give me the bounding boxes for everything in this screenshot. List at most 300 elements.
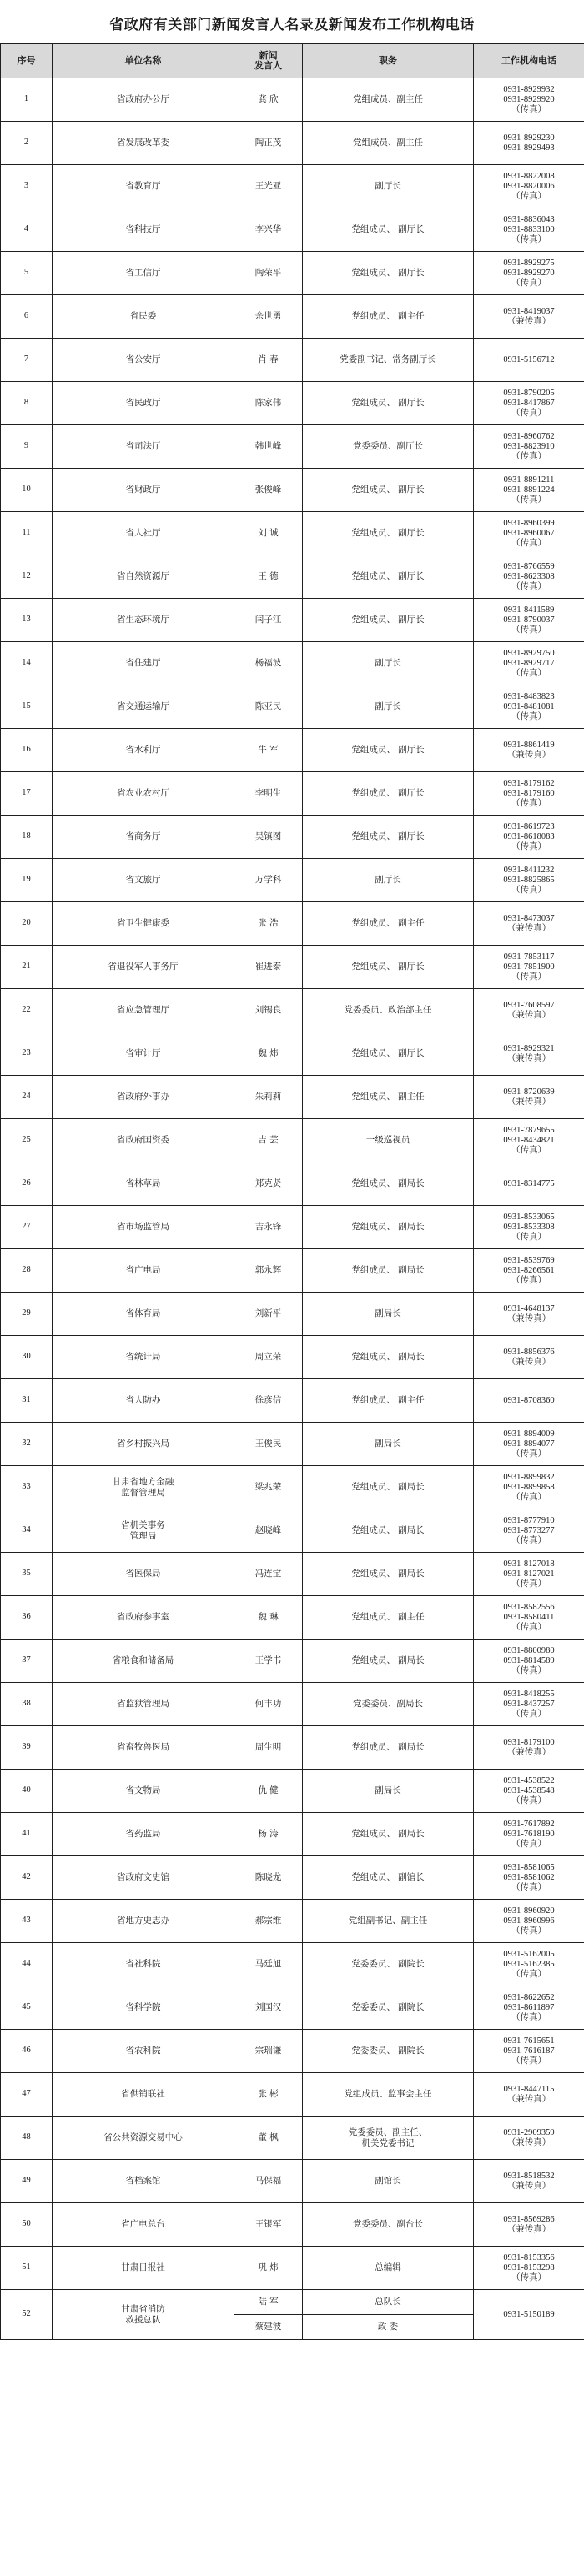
phone-cell <box>474 295 584 339</box>
phone-line: 0931-7617892 <box>503 1819 555 1829</box>
position-cell <box>303 1249 474 1293</box>
position-line: 党委委员、政治部主任 <box>344 1005 432 1016</box>
position-cell <box>303 2203 474 2247</box>
spokesperson-cell: 杨福波 <box>234 642 303 685</box>
phone-line: 0931-8929493 <box>503 143 555 153</box>
phone-line: 0931-8127021 <box>503 1569 555 1579</box>
seq-cell: 9 <box>1 425 53 469</box>
spokesperson-cell: 巩 炜 <box>234 2247 303 2290</box>
spokesperson-cell: 陈家伟 <box>234 382 303 425</box>
position-cell <box>303 339 474 382</box>
phone-line: 0931-7616187 <box>503 2046 555 2056</box>
seq-cell: 24 <box>1 1076 53 1119</box>
unit-cell <box>53 1423 234 1466</box>
table-row <box>1 816 584 859</box>
phone-line: 0931-8618083 <box>503 831 555 841</box>
unit-line: 省人社厅 <box>125 528 161 539</box>
table-row <box>1 1336 584 1379</box>
table-row <box>1 78 584 122</box>
phone-line: 0931-8314775 <box>503 1178 555 1188</box>
unit-cell <box>53 1813 234 1856</box>
unit-cell <box>53 1379 234 1423</box>
phone-line: 0931-8419037 <box>503 306 555 316</box>
unit-line: 省政府参事室 <box>117 1612 169 1623</box>
seq-cell: 5 <box>1 252 53 295</box>
phone-cell <box>474 816 584 859</box>
spokesperson-cell: 蔡建波 <box>234 2315 303 2340</box>
phone-line: 0931-8623308 <box>503 571 555 581</box>
table-row <box>1 512 584 555</box>
phone-line: 0931-2909359 <box>503 2127 555 2137</box>
phone-line: 0931-8179160 <box>503 788 555 798</box>
position-line: 党组成员、 副主任 <box>351 1395 425 1406</box>
position-cell <box>303 78 474 122</box>
position-cell <box>303 512 474 555</box>
table-row <box>1 425 584 469</box>
unit-cell <box>53 2203 234 2247</box>
unit-line: 省农科院 <box>125 2046 161 2056</box>
position-cell: 总队长 <box>303 2290 474 2315</box>
unit-cell <box>53 1986 234 2030</box>
table-row <box>1 599 584 642</box>
table-row <box>1 1293 584 1336</box>
seq-cell: 16 <box>1 729 53 772</box>
table-row <box>1 2030 584 2073</box>
table-row <box>1 1249 584 1293</box>
phone-cell <box>474 1986 584 2030</box>
phone-cell <box>474 2117 584 2160</box>
phone-line: 0931-8929920 <box>503 94 555 104</box>
table-row <box>1 772 584 816</box>
phone-line: 0931-4648137 <box>503 1303 555 1313</box>
phone-line: （兼传真） <box>506 316 551 326</box>
header-phone: 工作机构电话 <box>474 44 584 78</box>
phone-cell <box>474 1683 584 1726</box>
phone-cell <box>474 1509 584 1553</box>
table-row <box>1 1379 584 1423</box>
unit-line: 省住建厅 <box>125 658 161 669</box>
position-cell <box>303 1466 474 1509</box>
phone-line: 0931-8790037 <box>503 615 555 625</box>
table-header-row <box>1 44 584 78</box>
spokesperson-cell: 龚 欣 <box>234 78 303 122</box>
unit-line: 省体育局 <box>125 1308 161 1319</box>
position-cell <box>303 729 474 772</box>
position-line: 党组成员、 副局长 <box>351 1222 425 1233</box>
phone-line: 0931-8861419 <box>503 740 555 750</box>
phone-cell <box>474 1596 584 1640</box>
seq-cell: 27 <box>1 1206 53 1249</box>
spokesperson-cell: 朱莉莉 <box>234 1076 303 1119</box>
spokesperson-cell: 万学科 <box>234 859 303 902</box>
spokesperson-cell: 陆 军 <box>234 2290 303 2315</box>
unit-cell <box>53 2247 234 2290</box>
position-cell <box>303 1509 474 1553</box>
phone-line: 0931-8766559 <box>503 561 555 571</box>
spokesperson-cell: 杨 涛 <box>234 1813 303 1856</box>
table-row <box>1 1900 584 1943</box>
phone-line: （传真） <box>511 451 546 461</box>
unit-cell <box>53 295 234 339</box>
phone-line: 0931-8833100 <box>503 224 555 234</box>
phone-line: （传真） <box>511 1839 546 1849</box>
unit-cell <box>53 1293 234 1336</box>
position-line: 党组成员、 副厅长 <box>351 962 425 972</box>
phone-line: 0931-8411589 <box>503 605 555 615</box>
unit-line: 省广电局 <box>125 1265 161 1276</box>
position-cell <box>303 295 474 339</box>
phone-line: （传真） <box>511 841 546 851</box>
position-cell: 政 委 <box>303 2315 474 2340</box>
seq-cell: 52 <box>1 2290 53 2340</box>
phone-line: 0931-8856376 <box>503 1347 555 1357</box>
unit-cell <box>53 1119 234 1162</box>
phone-line: 0931-8582556 <box>503 1602 555 1612</box>
phone-line: 0931-8777910 <box>503 1515 555 1525</box>
seq-cell: 45 <box>1 1986 53 2030</box>
phone-cell <box>474 1943 584 1986</box>
phone-line: 0931-8518532 <box>503 2171 555 2181</box>
unit-line: 省社科院 <box>125 1959 161 1970</box>
phone-line: 0931-8437257 <box>503 1699 555 1709</box>
phone-line: （传真） <box>511 495 546 505</box>
phone-line: 0931-8266561 <box>503 1265 555 1275</box>
unit-cell <box>53 1943 234 1986</box>
phone-cell <box>474 989 584 1032</box>
position-line: 党组成员、 副厅长 <box>351 831 425 842</box>
unit-line: 省文旅厅 <box>125 875 161 886</box>
unit-cell <box>53 599 234 642</box>
unit-cell <box>53 816 234 859</box>
table-row <box>1 165 584 208</box>
spokesperson-cell: 赵晓峰 <box>234 1509 303 1553</box>
spokesperson-cell: 王银军 <box>234 2203 303 2247</box>
unit-line: 省卫生健康委 <box>117 918 169 929</box>
position-cell <box>303 989 474 1032</box>
phone-line: 0931-8127018 <box>503 1559 555 1569</box>
unit-line: 甘肃省消防 <box>121 2304 165 2314</box>
phone-line: 0931-5150189 <box>503 2309 555 2319</box>
phone-cell <box>474 1900 584 1943</box>
phone-cell <box>474 2203 584 2247</box>
phone-cell <box>474 1466 584 1509</box>
table-row <box>1 642 584 685</box>
phone-line: 0931-8481081 <box>503 701 555 711</box>
position-cell <box>303 2160 474 2203</box>
position-cell <box>303 2117 474 2160</box>
spokesperson-cell: 肖 春 <box>234 339 303 382</box>
table-row <box>1 946 584 989</box>
phone-cell <box>474 165 584 208</box>
position-cell <box>303 772 474 816</box>
phone-line: 0931-8483823 <box>503 691 555 701</box>
position-cell <box>303 1943 474 1986</box>
phone-line: 0931-8822008 <box>503 171 555 181</box>
seq-cell: 41 <box>1 1813 53 1856</box>
unit-line: 省自然资源厅 <box>117 571 169 582</box>
phone-line: 0931-5162385 <box>503 1959 555 1969</box>
phone-line: 0931-7879655 <box>503 1125 555 1135</box>
unit-line: 省公安厅 <box>125 354 161 365</box>
phone-line: （传真） <box>511 885 546 895</box>
position-line: 总编辑 <box>375 2262 401 2273</box>
spokesperson-cell: 魏 炜 <box>234 1032 303 1076</box>
seq-cell: 7 <box>1 339 53 382</box>
phone-line: （传真） <box>511 1492 546 1502</box>
unit-cell <box>53 1509 234 1553</box>
unit-line: 省教育厅 <box>125 181 161 192</box>
position-cell <box>303 1379 474 1423</box>
position-cell <box>303 1986 474 2030</box>
phone-line: 0931-7851900 <box>503 962 555 972</box>
phone-cell <box>474 1206 584 1249</box>
phone-line: （传真） <box>511 1535 546 1545</box>
table-row <box>1 2247 584 2290</box>
seq-cell: 4 <box>1 208 53 252</box>
unit-line: 省民委 <box>129 311 157 322</box>
position-cell <box>303 555 474 599</box>
unit-cell <box>53 772 234 816</box>
phone-line: 0931-7608597 <box>503 1000 555 1010</box>
unit-line: 省公共资源交易中心 <box>103 2132 183 2143</box>
position-line: 党组成员、 副局长 <box>351 1265 425 1276</box>
phone-line: 0931-8179162 <box>503 778 555 788</box>
unit-line: 省生态环境厅 <box>117 615 169 625</box>
phone-cell <box>474 1640 584 1683</box>
position-line: 副厅长 <box>375 875 401 886</box>
seq-cell: 8 <box>1 382 53 425</box>
unit-cell <box>53 859 234 902</box>
phone-line: （传真） <box>511 1969 546 1979</box>
phone-line: （兼传真） <box>506 1357 551 1367</box>
position-cell <box>303 816 474 859</box>
phone-line: （传真） <box>511 1709 546 1719</box>
phone-line: （传真） <box>511 104 546 114</box>
position-cell <box>303 2030 474 2073</box>
table-row <box>1 2203 584 2247</box>
unit-line: 省商务厅 <box>125 831 161 842</box>
unit-cell <box>53 165 234 208</box>
seq-cell: 12 <box>1 555 53 599</box>
seq-cell: 48 <box>1 2117 53 2160</box>
unit-cell <box>53 902 234 946</box>
phone-line: 0931-8960762 <box>503 431 555 441</box>
position-cell <box>303 1900 474 1943</box>
spokesperson-cell: 余世勇 <box>234 295 303 339</box>
unit-line: 省药监局 <box>125 1829 161 1840</box>
unit-line: 省政府国资委 <box>117 1135 169 1146</box>
spokesperson-table <box>0 43 584 2340</box>
unit-cell <box>53 2160 234 2203</box>
phone-line: 0931-8894077 <box>503 1439 555 1449</box>
phone-cell <box>474 2030 584 2073</box>
position-line: 党组成员、 副厅长 <box>351 1048 425 1059</box>
phone-line: （传真） <box>511 1926 546 1936</box>
spokesperson-cell: 宗瑞谦 <box>234 2030 303 2073</box>
position-line: 党组成员、 副局长 <box>351 1352 425 1363</box>
table-row <box>1 1032 584 1076</box>
table-row <box>1 1683 584 1726</box>
seq-cell: 1 <box>1 78 53 122</box>
seq-cell: 26 <box>1 1162 53 1206</box>
position-line: 副厅长 <box>375 701 401 712</box>
position-cell <box>303 252 474 295</box>
phone-line: 0931-8814589 <box>503 1655 555 1665</box>
unit-cell <box>53 469 234 512</box>
position-line: 副局长 <box>375 1308 401 1319</box>
header-unit: 单位名称 <box>53 44 234 78</box>
seq-cell: 38 <box>1 1683 53 1726</box>
table-row <box>1 2290 584 2315</box>
table-row <box>1 295 584 339</box>
position-cell <box>303 2073 474 2117</box>
phone-line: 0931-8929717 <box>503 658 555 668</box>
unit-cell <box>53 729 234 772</box>
phone-line: 0931-8153356 <box>503 2252 555 2262</box>
phone-line: 0931-8773277 <box>503 1525 555 1535</box>
seq-cell: 18 <box>1 816 53 859</box>
seq-cell: 39 <box>1 1726 53 1770</box>
unit-cell <box>53 1900 234 1943</box>
phone-line: 0931-8533065 <box>503 1212 555 1222</box>
phone-line: （传真） <box>511 2272 546 2282</box>
position-line: 党组成员、副主任 <box>353 138 423 148</box>
position-cell <box>303 1032 474 1076</box>
seq-cell: 6 <box>1 295 53 339</box>
unit-cell <box>53 1249 234 1293</box>
unit-line: 甘肃日报社 <box>121 2262 165 2273</box>
phone-cell <box>474 2160 584 2203</box>
phone-line: （传真） <box>511 798 546 808</box>
header-spokesperson-line: 发言人 <box>254 60 282 71</box>
phone-cell <box>474 1379 584 1423</box>
position-line: 副馆长 <box>375 2176 401 2187</box>
seq-cell: 32 <box>1 1423 53 1466</box>
spokesperson-cell: 周立荣 <box>234 1336 303 1379</box>
phone-cell <box>474 946 584 989</box>
phone-line: 0931-8929932 <box>503 84 555 94</box>
unit-line: 省广电总台 <box>121 2219 165 2230</box>
table-row <box>1 1726 584 1770</box>
phone-line: 0931-8929275 <box>503 258 555 268</box>
spokesperson-cell: 李明生 <box>234 772 303 816</box>
spokesperson-cell: 陶正茂 <box>234 122 303 165</box>
unit-line: 省政府外事办 <box>117 1092 169 1102</box>
spokesperson-cell: 李兴华 <box>234 208 303 252</box>
seq-cell: 3 <box>1 165 53 208</box>
seq-cell: 14 <box>1 642 53 685</box>
phone-line: 0931-5162005 <box>503 1949 555 1959</box>
position-line: 党组成员、 副主任 <box>351 1092 425 1102</box>
unit-line: 省司法厅 <box>125 441 161 452</box>
position-cell <box>303 469 474 512</box>
position-line: 党组成员、 副主任 <box>351 1612 425 1623</box>
position-cell <box>303 1553 474 1596</box>
phone-cell <box>474 425 584 469</box>
table-row <box>1 1162 584 1206</box>
phone-line: （兼传真） <box>506 1010 551 1020</box>
unit-line: 省政府文史馆 <box>117 1872 169 1883</box>
table-row <box>1 1206 584 1249</box>
position-line: 党组成员、 副厅长 <box>351 224 425 235</box>
phone-line: 0931-8960067 <box>503 528 555 538</box>
header-seq: 序号 <box>1 44 53 78</box>
phone-line: 0931-8891211 <box>503 475 555 485</box>
position-line: 党委委员、副台长 <box>353 2219 423 2230</box>
phone-line: 0931-8891224 <box>503 485 555 495</box>
position-cell <box>303 122 474 165</box>
spokesperson-cell: 董 枫 <box>234 2117 303 2160</box>
unit-cell <box>53 1856 234 1900</box>
seq-cell: 15 <box>1 685 53 729</box>
position-line: 机关党委书记 <box>361 2137 415 2148</box>
phone-line: 0931-8418255 <box>503 1689 555 1699</box>
position-cell <box>303 208 474 252</box>
phone-line: （兼传真） <box>506 2094 551 2104</box>
table-row <box>1 1553 584 1596</box>
phone-cell <box>474 902 584 946</box>
seq-cell: 13 <box>1 599 53 642</box>
seq-cell: 20 <box>1 902 53 946</box>
phone-cell <box>474 339 584 382</box>
phone-line: 0931-8929230 <box>503 133 555 143</box>
spokesperson-cell: 闫子江 <box>234 599 303 642</box>
phone-line: 0931-8569286 <box>503 2214 555 2224</box>
spokesperson-cell: 刘 诚 <box>234 512 303 555</box>
table-row <box>1 1640 584 1683</box>
phone-line: （传真） <box>511 711 546 721</box>
seq-cell: 17 <box>1 772 53 816</box>
unit-cell <box>53 2030 234 2073</box>
table-row <box>1 1119 584 1162</box>
phone-line: 0931-8929321 <box>503 1043 555 1053</box>
unit-line: 省市场监管局 <box>117 1222 169 1233</box>
seq-cell: 50 <box>1 2203 53 2247</box>
phone-cell <box>474 1553 584 1596</box>
position-line: 党组成员、 副厅长 <box>351 485 425 495</box>
table-row <box>1 859 584 902</box>
phone-cell <box>474 642 584 685</box>
position-line: 党组成员、 副厅长 <box>351 745 425 756</box>
phone-line: （传真） <box>511 191 546 201</box>
table-row <box>1 1943 584 1986</box>
unit-cell <box>53 2073 234 2117</box>
table-row <box>1 339 584 382</box>
unit-cell <box>53 1076 234 1119</box>
table-row <box>1 252 584 295</box>
unit-line: 省科技厅 <box>125 224 161 235</box>
unit-cell <box>53 1162 234 1206</box>
unit-cell <box>53 1206 234 1249</box>
unit-line: 省财政厅 <box>125 485 161 495</box>
unit-line: 省工信厅 <box>125 268 161 279</box>
unit-line: 甘肃省地方金融 <box>112 1477 174 1487</box>
spokesperson-cell: 牛 军 <box>234 729 303 772</box>
spokesperson-cell: 张 彬 <box>234 2073 303 2117</box>
phone-cell <box>474 1249 584 1293</box>
position-line: 党委委员、副局长 <box>353 1699 423 1710</box>
position-cell <box>303 1293 474 1336</box>
phone-cell <box>474 1032 584 1076</box>
phone-line: （传真） <box>511 1665 546 1675</box>
seq-cell: 28 <box>1 1249 53 1293</box>
unit-cell <box>53 1032 234 1076</box>
position-line: 党组副书记、副主任 <box>348 1916 428 1926</box>
position-line: 党组成员、 副局长 <box>351 1742 425 1753</box>
unit-cell <box>53 425 234 469</box>
phone-line: 0931-8825865 <box>503 875 555 885</box>
unit-cell <box>53 208 234 252</box>
